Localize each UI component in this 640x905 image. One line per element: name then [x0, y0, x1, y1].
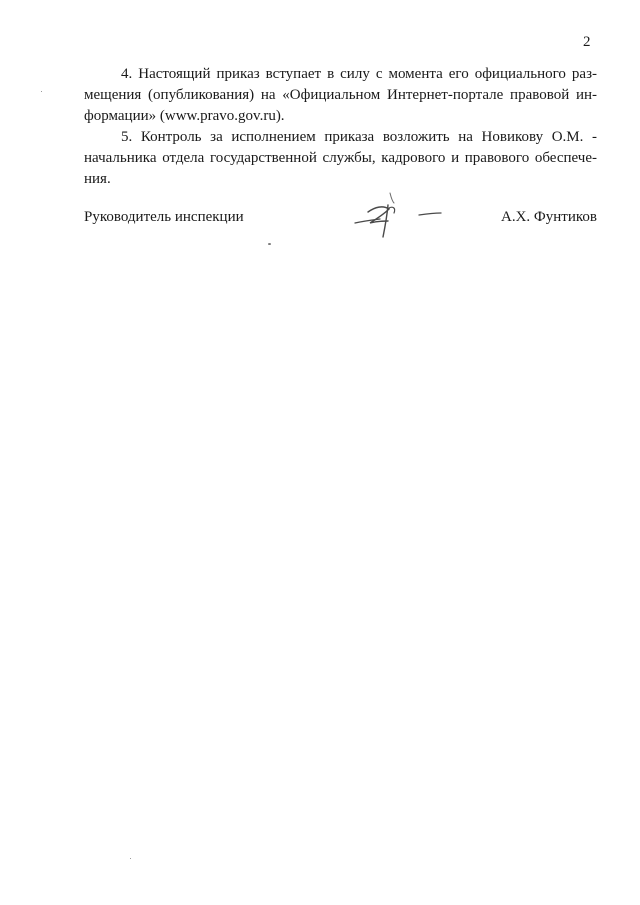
- paragraph-5-line-2: начальника отдела государственной службы, кадрового и правового обеспече-: [84, 150, 597, 166]
- paragraph-5-line-3: ния.: [84, 171, 111, 187]
- page-number: 2: [583, 34, 591, 50]
- signatory-title: Руководитель инспекции: [84, 209, 244, 225]
- scan-speck: [41, 91, 42, 92]
- scan-speck: [268, 243, 271, 245]
- signatory-name: А.Х. Фунтиков: [501, 209, 597, 225]
- scan-speck: [130, 858, 131, 859]
- paragraph-5-line-1: 5. Контроль за исполнением приказа возложить на Новикову О.М. -: [121, 129, 597, 145]
- order-body: [84, 64, 597, 190]
- paragraph-4: [84, 64, 597, 127]
- paragraph-4-line-2: мещения (опубликования) на «Официальном Интернет-портале правовой ин-: [84, 87, 597, 103]
- paragraph-5: [84, 127, 597, 190]
- paragraph-4-line-3: формации» (www.pravo.gov.ru).: [84, 108, 285, 124]
- paragraph-4-line-1: 4. Настоящий приказ вступает в силу с момента его официального раз-: [121, 66, 597, 82]
- handwritten-signature: [350, 188, 446, 240]
